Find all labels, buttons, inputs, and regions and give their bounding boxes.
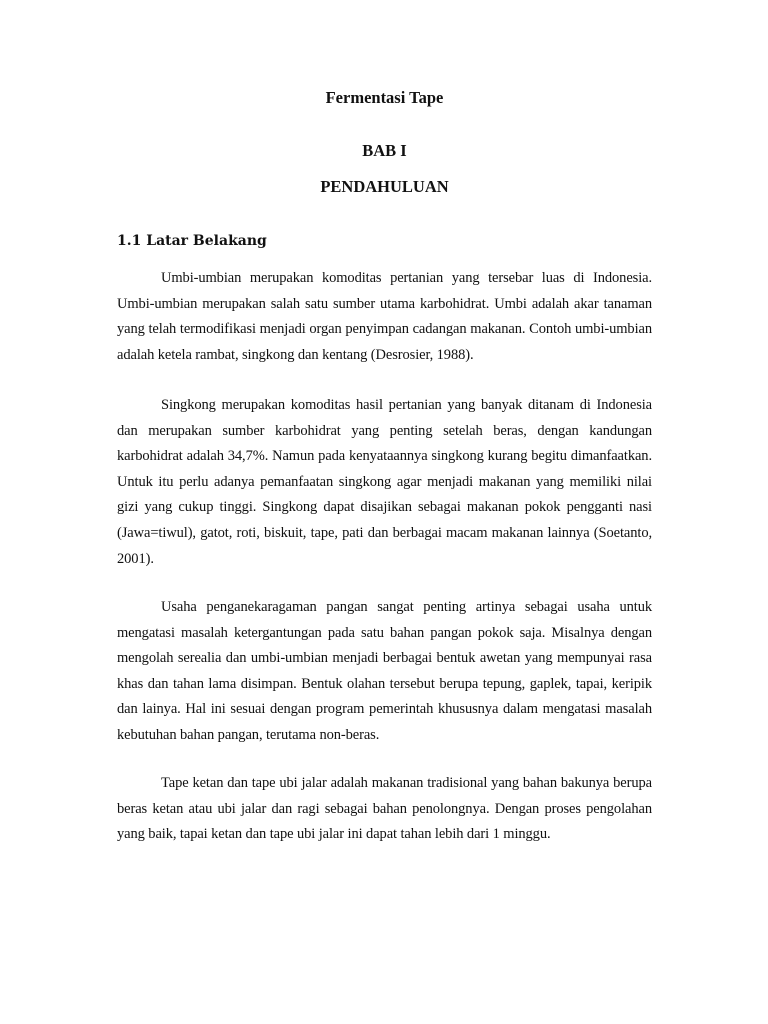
paragraph: Umbi-umbian merupakan komoditas pertanian yang tersebar luas di Indonesia. Umbi-umbian merupakan salah satu sumber utama karbohidrat. Umbi adalah akar tanaman yang telah termodifikasi menjadi organ penyimpan cadangan makanan. Contoh umbi-umbian adalah ketela rambat, singkong dan kentang (Desrosier, 1988).	[117, 270, 652, 363]
paragraph: Tape ketan dan tape ubi jalar adalah makanan tradisional yang bahan bakunya berupa beras ketan atau ubi jalar dan ragi sebagai bahan penolongnya. Dengan proses pengolahan yang baik, tapai ketan dan tape ubi jalar ini dapat tahan lebih dari 1 minggu.	[117, 775, 652, 843]
paragraph: Singkong merupakan komoditas hasil pertanian yang banyak ditanam di Indonesia dan merupakan sumber karbohidrat yang penting setelah beras, dengan kandungan karbohidrat adalah 34,7%. Namun pada kenyataannya singkong kurang begitu dimanfaatkan. Untuk itu perlu adanya pemanfaatan singkong agar menjadi makanan yang memiliki nilai gizi yang cukup tinggi. Singkong dapat disajikan sebagai makanan pokok pengganti nasi (Jawa=tiwul), gatot, roti, biskuit, tape, pati dan berbagai macam makanan lainnya (Soetanto, 2001).	[117, 397, 652, 567]
document-title: Fermentasi Tape	[325, 88, 444, 107]
chapter-number: BAB I	[362, 141, 407, 160]
paragraph: Usaha penganekaragaman pangan sangat penting artinya sebagai usaha untuk mengatasi masalah ketergantungan pada satu bahan pangan pokok saja. Misalnya dengan mengolah serealia dan umbi-umbian menjadi berbagai bentuk awetan yang mempunyai rasa khas dan tahan lama disimpan. Bentuk olahan tersebut berupa tepung, gaplek, tapai, keripik dan lainya. Hal ini sesuai dengan program pemerintah khususnya dalam mengatasi masalah kebutuhan bahan pangan, terutama non-beras.	[117, 599, 652, 743]
chapter-title: PENDAHULUAN	[320, 177, 449, 196]
section-heading: 1.1 Latar Belakang	[117, 233, 267, 249]
